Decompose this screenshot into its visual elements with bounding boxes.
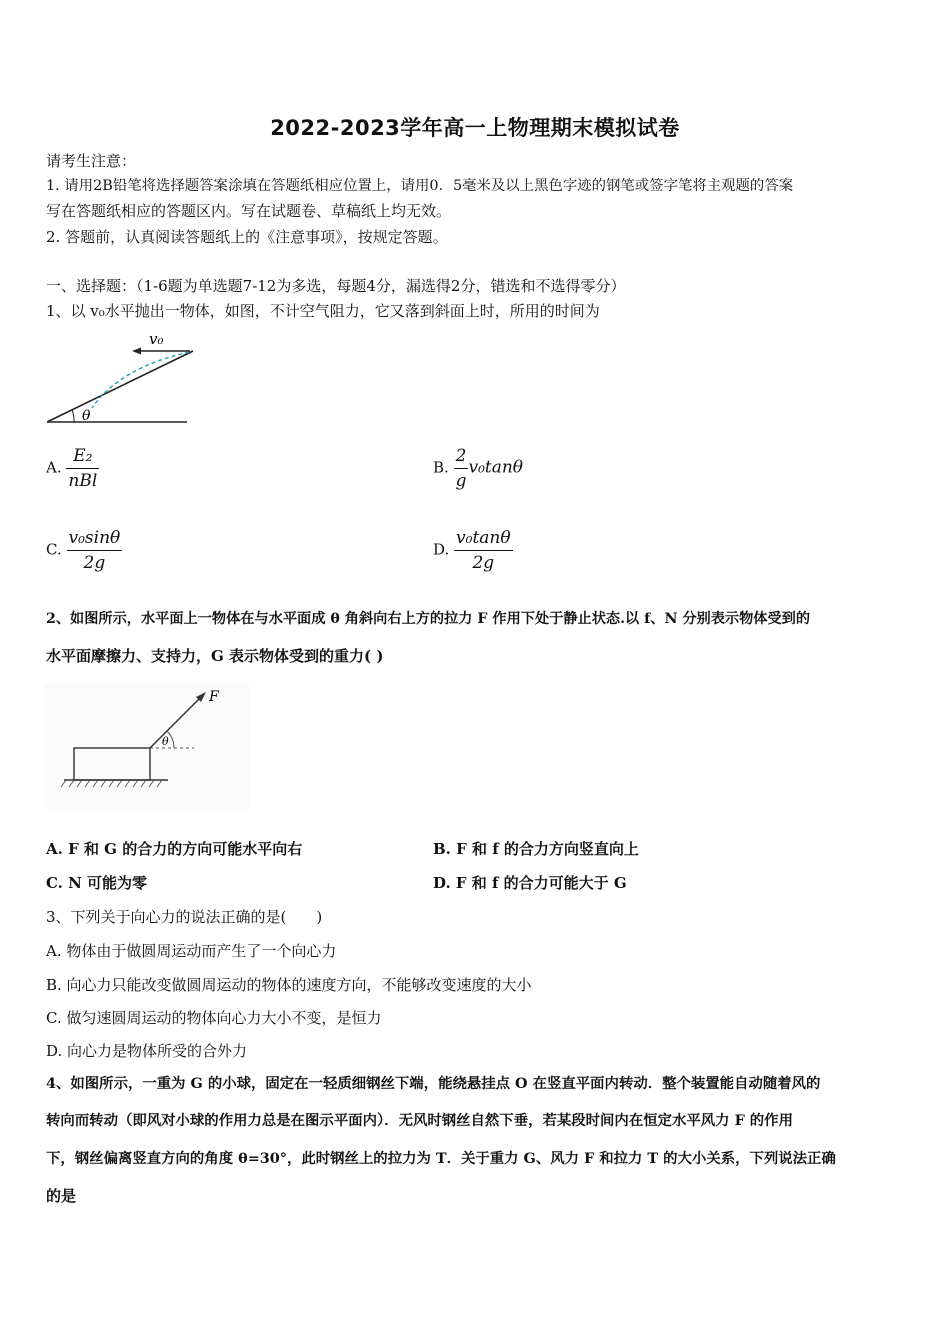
q3-option-c[interactable]: C. 做匀速圆周运动的物体向心力大小不变，是恒力 — [46, 1009, 382, 1027]
q2-force-label: F — [209, 689, 219, 705]
q4-stem-line1: 4、如图所示，一重为 G 的小球，固定在一轻质细钢丝下端，能绕悬挂点 O 在竖直平面内转动．整个装置能自动随着风的 — [46, 1075, 821, 1092]
q1-option-d-denominator: 2g — [472, 553, 495, 573]
q2-block-figure — [44, 683, 249, 809]
notice-item2: 2. 答题前，认真阅读答题纸上的《注意事项》，按规定答题。 — [46, 228, 448, 246]
q1-option-b-fraction — [454, 444, 469, 493]
q1-option-d-letter: D. — [433, 540, 450, 559]
q1-option-c[interactable] — [46, 526, 122, 575]
q1-option-a-numerator: E₂ — [66, 444, 99, 469]
q1-option-a-fraction — [66, 444, 99, 493]
q3-option-b[interactable]: B. 向心力只能改变做圆周运动的物体的速度方向，不能够改变速度的大小 — [46, 976, 532, 994]
q1-option-c-denominator: 2g — [83, 553, 106, 573]
q1-option-a-denominator: nBl — [68, 471, 98, 491]
q3-stem: 3、下列关于向心力的说法正确的是( ) — [46, 908, 323, 926]
q4-stem-line4: 的是 — [46, 1187, 77, 1205]
q2-stem-line1: 2、如图所示，水平面上一物体在与水平面成 θ 角斜向右上方的拉力 F 作用下处于静止状态.以 f、N 分别表示物体受到的 — [46, 611, 811, 627]
q2-option-b[interactable]: B. F 和 f 的合力方向竖直向上 — [433, 840, 639, 858]
q1-option-c-numerator: v₀sinθ — [67, 526, 123, 551]
q1-incline-figure — [44, 328, 194, 428]
q2-option-d[interactable]: D. F 和 f 的合力可能大于 G — [433, 874, 627, 892]
q1-option-d-numerator: v₀tanθ — [454, 526, 513, 551]
q4-stem-line2: 转向而转动（即风对小球的作用力总是在图示平面内）．无风时钢丝自然下垂，若某段时间内在恒定水平风力 F 的作用 — [46, 1112, 793, 1129]
q2-option-a[interactable]: A. F 和 G 的合力的方向可能水平向右 — [46, 840, 303, 858]
q1-option-b-tail: v₀tanθ — [468, 457, 524, 478]
q1-stem: 1、以 v₀水平抛出一物体，如图，不计空气阻力，它又落到斜面上时，所用的时间为 — [46, 302, 600, 320]
q1-angle-label: θ — [82, 408, 91, 424]
q1-option-b-letter: B. — [433, 458, 449, 477]
notice-heading: 请考生注意： — [46, 152, 137, 170]
page-title: 2022-2023学年高一上物理期末模拟试卷 — [270, 116, 680, 140]
q1-option-c-fraction — [67, 526, 123, 575]
q1-option-c-letter: C. — [46, 540, 62, 559]
q2-option-c[interactable]: C. N 可能为零 — [46, 874, 148, 892]
q1-option-a[interactable] — [46, 444, 99, 493]
q1-option-b-numerator: 2 — [454, 444, 469, 469]
q1-option-d[interactable] — [433, 526, 513, 575]
q1-option-d-fraction — [454, 526, 513, 575]
q4-stem-line3: 下，钢丝偏离竖直方向的角度 θ=30°，此时钢丝上的拉力为 T．关于重力 G、风力 F 和拉力 T 的大小关系，下列说法正确 — [46, 1150, 836, 1167]
notice-item1-line2: 写在答题纸相应的答题区内。写在试题卷、草稿纸上均无效。 — [46, 202, 452, 220]
q1-velocity-label: v₀ — [149, 330, 164, 348]
q1-option-a-letter: A. — [46, 458, 62, 477]
notice-item1-line1: 1. 请用2B铅笔将选择题答案涂填在答题纸相应位置上，请用0．5毫米及以上黑色字迹的钢笔或签字笔将主观题的答案 — [46, 178, 794, 194]
q3-option-a[interactable]: A. 物体由于做圆周运动而产生了一个向心力 — [46, 942, 337, 960]
q1-option-b[interactable] — [433, 444, 523, 493]
q1-option-b-denominator: g — [455, 471, 467, 491]
q3-option-d[interactable]: D. 向心力是物体所受的合外力 — [46, 1042, 248, 1060]
q2-stem-line2: 水平面摩擦力、支持力，G 表示物体受到的重力( ) — [46, 647, 384, 665]
section-heading: 一、选择题：（1-6题为单选题7-12为多选，每题4分，漏选得2分，错选和不选得零分） — [46, 277, 626, 295]
q2-angle-label: θ — [162, 735, 169, 748]
